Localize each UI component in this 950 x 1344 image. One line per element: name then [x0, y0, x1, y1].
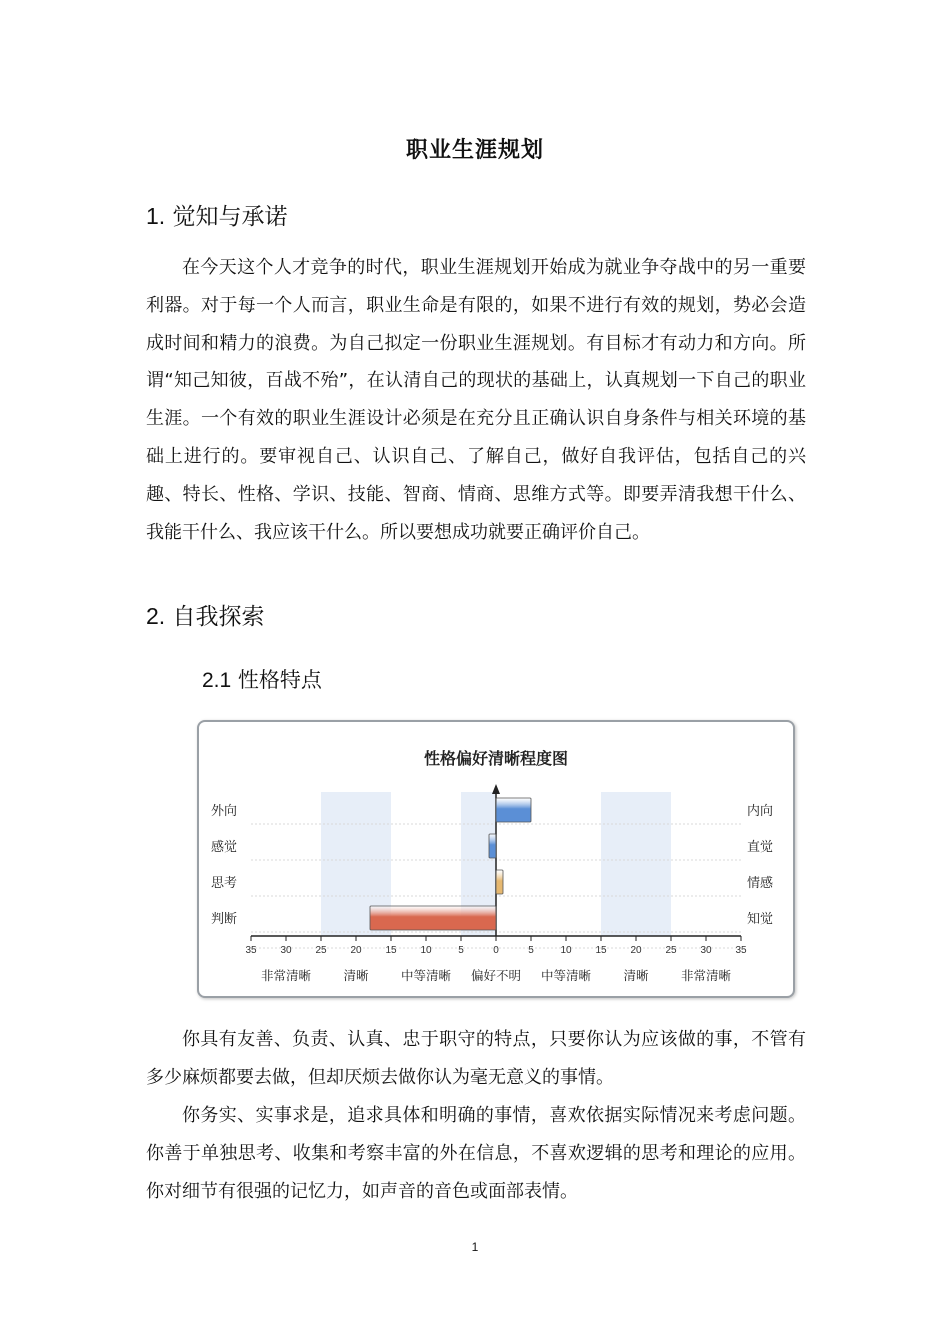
- chart-tick-label: 35: [245, 945, 257, 956]
- chart-tick-label: 30: [700, 945, 712, 956]
- chart-left-label: 感觉: [211, 840, 238, 855]
- chart-left-label: 外向: [211, 804, 238, 819]
- section-1-heading: [146, 198, 288, 231]
- chart-bar: [489, 834, 496, 858]
- chart-band-label: 中等清晰: [400, 968, 452, 983]
- chart-tick-label: 20: [350, 945, 362, 956]
- document-title: 职业生涯规划: [405, 138, 544, 163]
- chart-tick-label: 25: [665, 945, 677, 956]
- personality-chart: [197, 720, 795, 998]
- chart-right-label: 情感: [747, 876, 774, 891]
- chart-left-label: 思考: [211, 876, 238, 891]
- chart-band-label: 中等清晰: [540, 968, 592, 983]
- chart-right-label: 直觉: [747, 840, 774, 855]
- chart-shaded-band: [601, 792, 671, 936]
- section-1-title: 觉知与承诺: [172, 204, 288, 230]
- chart-band-label: 非常清晰: [260, 968, 312, 983]
- chart-tick-label: 5: [528, 945, 534, 956]
- subsection-2-1-heading: [202, 664, 322, 694]
- chart-bar: [496, 798, 531, 822]
- chart-band-label: 清晰: [343, 968, 369, 983]
- chart-right-label: 内向: [747, 804, 774, 819]
- chart-tick-label: 10: [420, 945, 432, 956]
- section-2-title: 自我探索: [172, 604, 265, 630]
- chart-tick-label: 35: [735, 945, 747, 956]
- section-2-paragraph-2: 你务实、实事求是，追求具体和明确的事情，喜欢依据实际情况来考虑问题。你善于单独思考、收集和考察丰富的外在信息，不喜欢逻辑的思考和理论的应用。你对细节有很强的记忆力，如声音的音色或面部表情。: [146, 1105, 806, 1202]
- chart-tick-label: 10: [560, 945, 572, 956]
- section-1-paragraph: 在今天这个人才竞争的时代，职业生涯规划开始成为就业争夺战中的另一重要利器。对于每一个人而言，职业生命是有限的，如果不进行有效的规划，势必会造成时间和精力的浪费。为自己拟定一份职业生涯规划。有目标才有动力和方向。所谓“知己知彼，百战不殆”，在认清自己的现状的基础上，认真规划一下自己的职业生涯。一个有效的职业生涯设计必须是在充分且正确认识自身条件与相关环境的基础上进行的。要审视自己、认识自己、了解自己，做好自我评估，包括自己的兴趣、特长、性格、学识、技能、智商、情商、思维方式等。即要弄清我想干什么、我能干什么、我应该干什么。所以要想成功就要正确评价自己。: [146, 257, 806, 543]
- chart-band-label: 清晰: [623, 968, 649, 983]
- chart-tick-label: 30: [280, 945, 292, 956]
- subsection-2-1-title: 性格特点: [237, 668, 322, 692]
- subsection-2-1-number: 2.1: [202, 669, 232, 692]
- section-1-number: 1.: [146, 203, 166, 229]
- chart-title: 性格偏好清晰程度图: [423, 749, 569, 768]
- chart-tick-label: 15: [385, 945, 397, 956]
- section-2-number: 2.: [146, 603, 166, 629]
- chart-tick-label: 20: [630, 945, 642, 956]
- chart-right-label: 知觉: [747, 912, 774, 927]
- section-2-paragraph-1: 你具有友善、负责、认真、忠于职守的特点，只要你认为应该做的事，不管有多少麻烦都要去做，但却厌烦去做你认为毫无意义的事情。: [146, 1029, 806, 1088]
- chart-left-label: 判断: [211, 912, 238, 927]
- chart-tick-label: 25: [315, 945, 327, 956]
- chart-tick-label: 5: [458, 945, 464, 956]
- chart-band-label: 非常清晰: [680, 968, 732, 983]
- chart-tick-label: 0: [493, 945, 499, 956]
- chart-band-label: 偏好不明: [470, 968, 522, 983]
- section-2-heading: [146, 598, 265, 631]
- page-number: 1: [471, 1240, 479, 1254]
- chart-bar: [370, 906, 496, 930]
- chart-bar: [496, 870, 503, 894]
- chart-axis-arrow: [492, 784, 500, 794]
- chart-canvas: [199, 722, 793, 996]
- chart-tick-label: 15: [595, 945, 607, 956]
